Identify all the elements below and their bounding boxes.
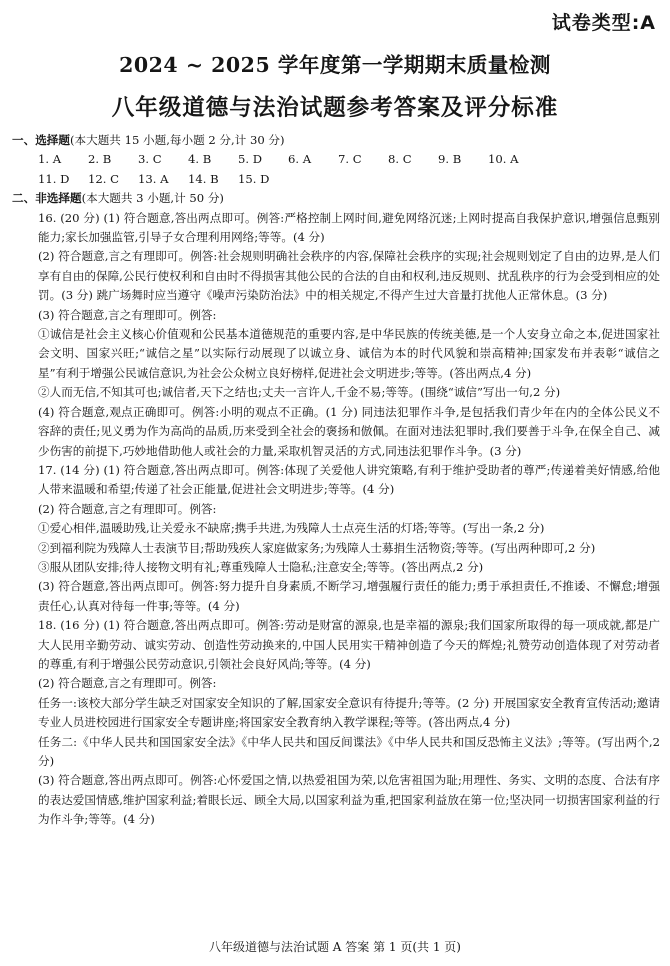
choice-answer: 5. D — [238, 152, 263, 167]
q18-answer-3: (3) 符合题意,答出两点即可。例答:心怀爱国之情,以热爱祖国为荣,以危害祖国为耻;用理性、务实、文明的态度、合法有序的表达爱国情感,维护国家利益;着眼长远、顾全大局,以国家利益为重,把国家利益放在第一位;坚决同一切损害国家利益的行为作斗争;等等。(4 分) — [38, 773, 660, 827]
choice-answer: 14. B — [188, 171, 219, 186]
answer-content — [12, 131, 660, 830]
choice-answer: 8. C — [388, 152, 412, 167]
q16-answer-3b: ②人而无信,不知其可也;诚信者,天下之结也;丈夫一言许人,千金不易;等等。(围绕“诚信”写出一句,2 分) — [38, 385, 561, 400]
choice-answer: 4. B — [188, 152, 212, 167]
paper-type-label: 试卷类型:A — [551, 12, 656, 34]
choice-answer: 15. D — [238, 171, 270, 186]
q17-answer-2b: ②到福利院为残障人士表演节目;帮助残疾人家庭做家务;为残障人士募捐生活物资;等等。(写出两种即可,2 分) — [38, 540, 596, 555]
q17-answer-2a: ①爱心相伴,温暖助残,让关爱永不缺席;携手共进,为残障人士点亮生活的灯塔;等等。(写出一条,2 分) — [38, 521, 545, 536]
choice-answer: 7. C — [338, 152, 362, 167]
choice-answer: 12. C — [88, 171, 119, 186]
q16-answer-1: 16. (20 分) (1) 符合题意,答出两点即可。例答:严格控制上网时间,避免网络沉迷;上网时提高自我保护意识,增强信息甄别能力;家长加强监管,引导子女合理利用网络;等等。(4 分) — [38, 210, 660, 245]
q17-answer-2: (2) 符合题意,言之有理即可。例答: — [38, 501, 217, 516]
section-open-title: 二、非选择题 — [12, 191, 82, 206]
question-18 — [12, 616, 660, 829]
choice-answer: 3. C — [138, 152, 162, 167]
question-16 — [12, 209, 660, 461]
choice-answer: 1. A — [38, 152, 62, 167]
q17-answer-2c: ③服从团队安排;待人接物文明有礼;尊重残障人士隐私;注意安全;等等。(答出两点,2 分) — [38, 559, 484, 574]
section-choice-note: (本大题共 15 小题,每小题 2 分,计 30 分) — [69, 133, 285, 147]
q17-answer-1: 17. (14 分) (1) 符合题意,答出两点即可。例答:体现了关爱他人讲究策略,有利于维护受助者的尊严;传递着美好情感,给他人带来温暖和希望;传递了社会正能量,促进社会文明进步;等等。(4 分) — [38, 462, 660, 497]
choice-answers-row-1 — [12, 150, 660, 169]
q18-answer-2: (2) 符合题意,言之有理即可。例答: — [38, 676, 217, 691]
choice-answer: 10. A — [488, 152, 519, 167]
section-choice-heading — [12, 131, 660, 150]
choice-answer: 6. A — [288, 152, 312, 167]
section-open-note: (本大题共 3 小题,计 50 分) — [81, 191, 224, 206]
choice-answer: 2. B — [88, 152, 112, 167]
q18-task-1: 任务一:该校大部分学生缺乏对国家安全知识的了解,国家安全意识有待提升;等等。(2 分) 开展国家安全教育宣传活动;邀请专业人员进校园进行国家安全专题讲座;将国家安全教育纳入教学课程;等等。(答出两点,4 分) — [38, 695, 660, 730]
q18-task-2: 任务二:《中华人民共和国国家安全法》《中华人民共和国反间谍法》《中华人民共和国反恐怖主义法》;等等。(写出两个,2 分) — [38, 734, 660, 768]
page-footer: 八年级道德与法治试题 A 答案 第 1 页(共 1 页) — [208, 940, 461, 954]
choice-answers-row-2 — [12, 170, 660, 189]
q16-answer-4: (4) 符合题意,观点正确即可。例答:小明的观点不正确。(1 分) 同违法犯罪作斗争,是包括我们青少年在内的全体公民义不容辞的责任;见义勇为作为高尚的品质,历来受到全社会的褒扬和倣佩。在面对违法犯罪时,我们要善于斗争,在保全自己、减少伤害的前提下,巧妙地借助他人或社会的力量,采取机智灵活的方式,同违法犯罪作斗争。(3 分) — [38, 404, 660, 458]
choice-answer: 9. B — [438, 152, 462, 167]
page-subtitle: 八年级道德与法治试题参考答案及评分标准 — [111, 95, 559, 121]
q16-answer-3: (3) 符合题意,言之有理即可。例答: — [38, 307, 217, 322]
q16-answer-2: (2) 符合题意,言之有理即可。例答:社会规则明确社会秩序的内容,保障社会秩序的实现;社会规则划定了自由的边界,是人们享有自由的保障,公民行使权利和自由时不得损害其他公民的合法的自由和权利,违反规则、扰乱秩序的行为会受到相应的处罚。(3 分) 跳广场舞时应当遵守《噪声污染防治法》中的相关规定,不得产生过大音量打扰他人正常休息。(3 分) — [38, 249, 660, 303]
q17-answer-3: (3) 符合题意,答出两点即可。例答:努力提升自身素质,不断学习,增强履行责任的能力;勇于承担责任,不推诿、不懈怠;增强责任心,认真对待每一件事;等等。(4 分) — [38, 579, 660, 613]
q18-answer-1: 18. (16 分) (1) 符合题意,答出两点即可。例答:劳动是财富的源泉,也是幸福的源泉;我们国家所取得的每一项成就,都是广大人民用辛勤劳动、诚实劳动、创造性劳动换来的,中国人民用实干精神创造了今天的辉煌;礼赞劳动创造体现了对劳动者的尊重,有利于增强公民劳动意识,引领社会良好风尚;等等。(4 分) — [38, 618, 660, 671]
q16-answer-3a: ①诚信是社会主义核心价值观和公民基本道德规范的重要内容,是中华民族的传统美德,是一个人安身立命之本,促进国家社会文明、国家兴旺;“诚信之星”以实际行动展现了以诚立身、诚信为本的时代风貌和崇高精神;国家发布并表彰“诚信之星”有利于增强公民诚信意识,为社会公众树立良好榜样,促进社会文明进步;等等。(答出两点,4 分) — [38, 327, 660, 380]
section-open-heading — [12, 189, 660, 208]
question-17 — [12, 461, 660, 616]
choice-answer: 13. A — [138, 171, 169, 186]
page-title: 2024 ~ 2025 学年度第一学期期末质量检测 — [119, 53, 551, 77]
choice-answer: 11. D — [38, 171, 70, 186]
section-choice-title: 一、选择题 — [12, 133, 70, 147]
